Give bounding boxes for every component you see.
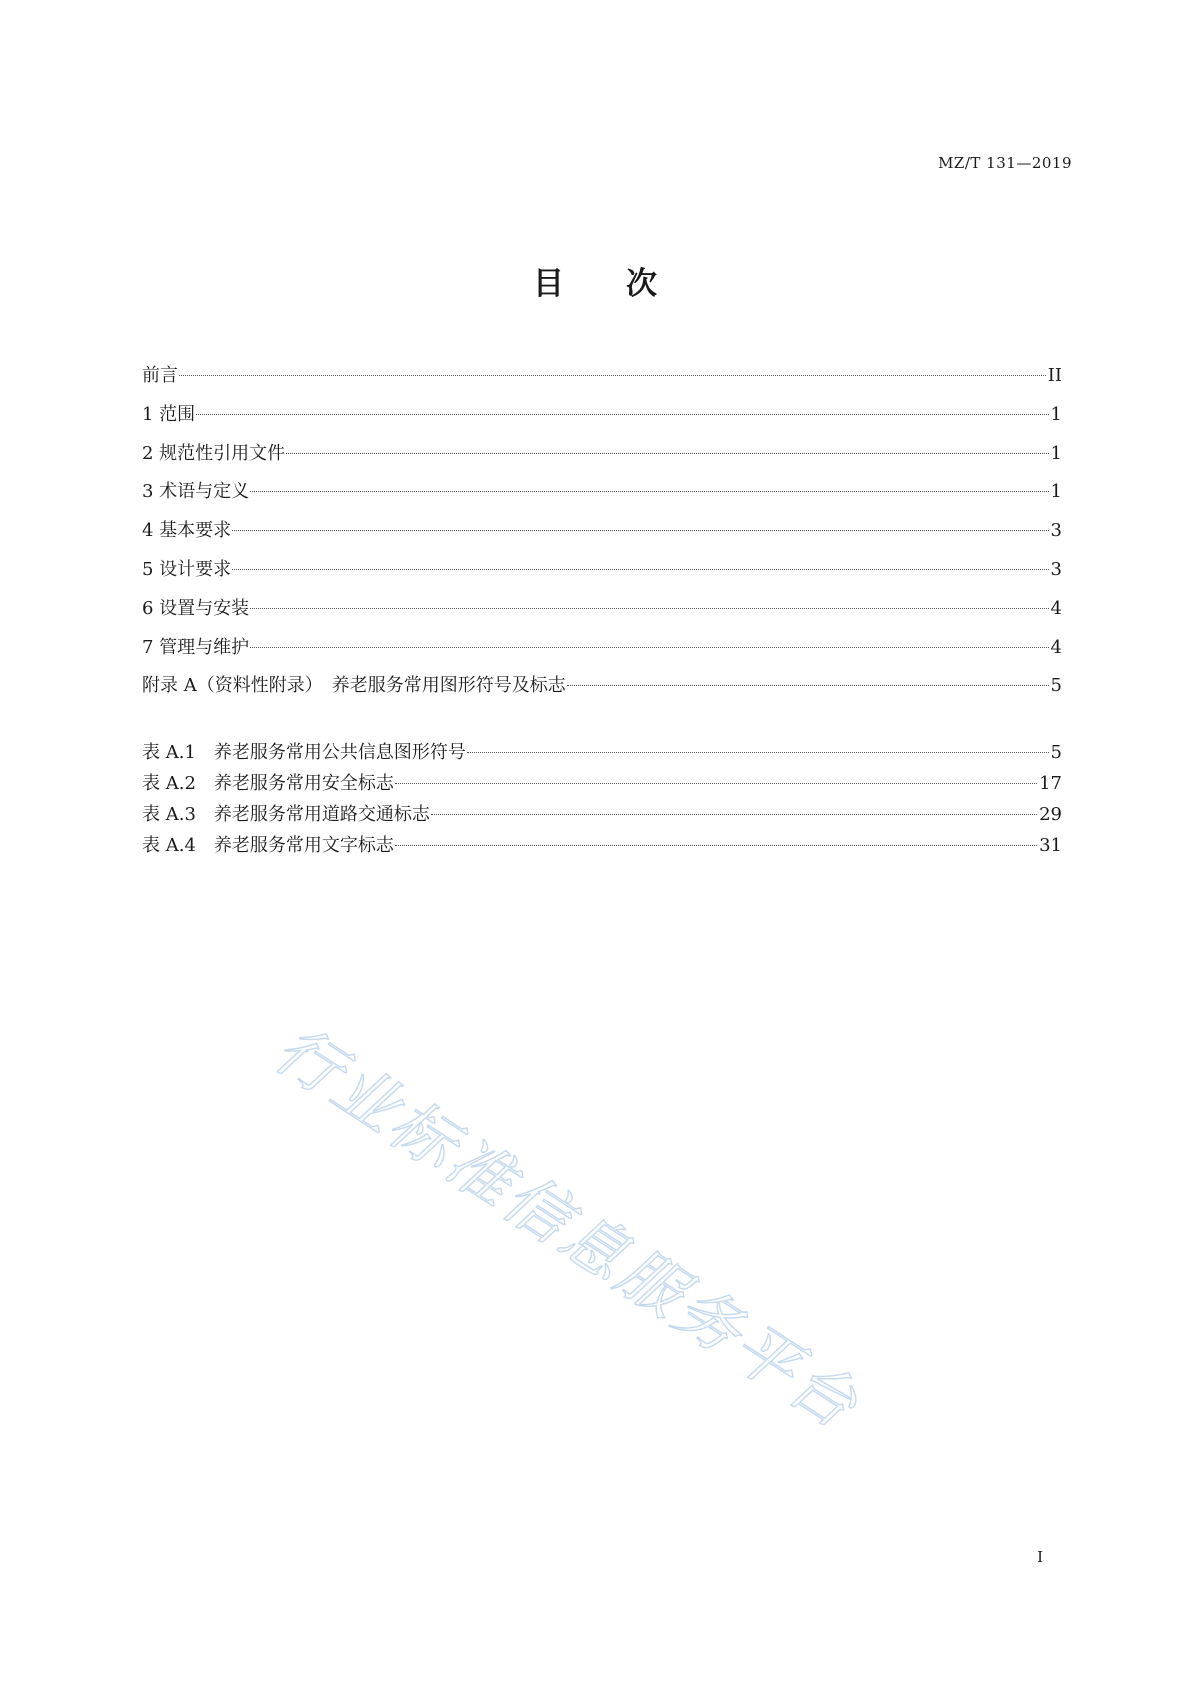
toc-entry-page: 3: [1050, 520, 1062, 542]
watermark: 行业标准信息服务平台: [261, 1012, 873, 1445]
toc-entry-scope[interactable]: [142, 396, 1062, 435]
toc-entry-setup-installation[interactable]: [142, 590, 1062, 629]
page-number: I: [1037, 1548, 1043, 1566]
toc-entry-page: 5: [1050, 675, 1062, 697]
table-entry-page: 31: [1039, 835, 1062, 856]
table-entry-label: 表 A.4 养老服务常用文字标志: [142, 835, 394, 856]
dot-leader: [286, 453, 1048, 454]
dot-leader: [431, 814, 1037, 815]
toc-entry-label: 1 范围: [142, 403, 196, 425]
toc-entry-label: 前言: [142, 365, 178, 386]
toc-entry-label: 6 设置与安装: [142, 597, 250, 619]
toc-entry-appendix-a[interactable]: [142, 667, 1062, 706]
dot-leader: [179, 375, 1046, 376]
toc-entry-basic-requirements[interactable]: [142, 512, 1062, 551]
toc-entry-terms-definitions[interactable]: [142, 473, 1062, 512]
toc-entry-page: 3: [1050, 558, 1062, 580]
table-entry-a2[interactable]: [142, 768, 1062, 799]
table-entry-label: 表 A.2 养老服务常用安全标志: [142, 773, 394, 794]
toc-entry-page: II: [1047, 365, 1062, 386]
toc-entry-label: 3 术语与定义: [142, 481, 250, 503]
table-entry-page: 17: [1039, 773, 1062, 794]
table-entry-a4[interactable]: [142, 830, 1062, 861]
toc-entry-label: 2 规范性引用文件: [142, 442, 286, 464]
toc-entry-management-maintenance[interactable]: [142, 629, 1062, 668]
table-entry-label: 表 A.3 养老服务常用道路交通标志: [142, 804, 430, 825]
dot-leader: [232, 530, 1048, 531]
dot-leader: [196, 414, 1048, 415]
toc-entry-label: 7 管理与维护: [142, 636, 250, 658]
toc-entry-page: 4: [1050, 597, 1062, 619]
table-entry-a1[interactable]: [142, 737, 1062, 768]
dot-leader: [250, 491, 1048, 492]
standard-code: MZ/T 131—2019: [938, 154, 1072, 172]
dot-leader: [232, 569, 1048, 570]
table-entry-page: 29: [1039, 804, 1062, 825]
table-entry-a3[interactable]: [142, 799, 1062, 830]
dot-leader: [567, 685, 1049, 686]
list-of-tables: [142, 737, 1062, 861]
dot-leader: [395, 783, 1037, 784]
dot-leader: [467, 752, 1049, 753]
page-title: 目次: [533, 266, 719, 302]
dot-leader: [395, 845, 1037, 846]
toc-entry-page: 1: [1050, 481, 1062, 503]
table-entry-page: 5: [1050, 742, 1062, 763]
table-of-contents: [142, 357, 1062, 706]
toc-entry-label: 附录 A（资料性附录） 养老服务常用图形符号及标志: [142, 675, 566, 697]
toc-entry-label: 4 基本要求: [142, 520, 232, 542]
dot-leader: [250, 647, 1048, 648]
toc-entry-page: 4: [1050, 636, 1062, 658]
toc-entry-design-requirements[interactable]: [142, 551, 1062, 590]
dot-leader: [250, 608, 1048, 609]
toc-entry-page: 1: [1050, 442, 1062, 464]
toc-entry-foreword[interactable]: [142, 357, 1062, 396]
table-entry-label: 表 A.1 养老服务常用公共信息图形符号: [142, 742, 466, 763]
toc-entry-page: 1: [1050, 403, 1062, 425]
toc-entry-label: 5 设计要求: [142, 558, 232, 580]
toc-entry-normative-references[interactable]: [142, 435, 1062, 474]
